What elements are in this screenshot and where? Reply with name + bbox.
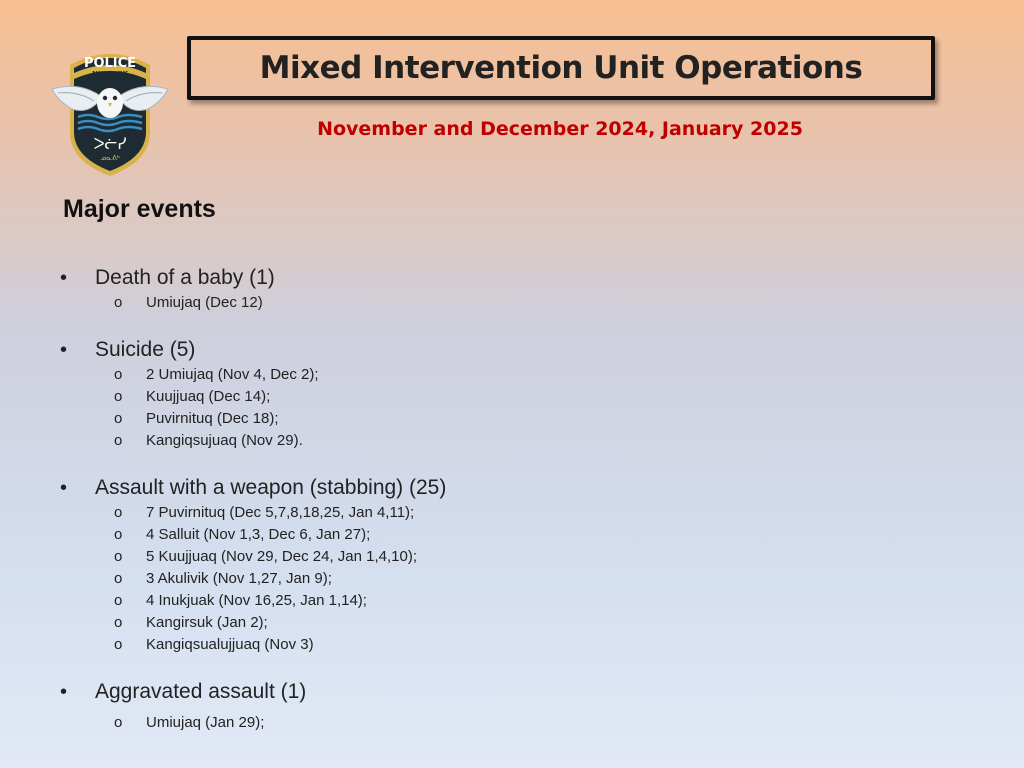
events-list	[60, 266, 960, 758]
title-box	[187, 36, 935, 100]
sub-marker: o	[114, 714, 123, 731]
bullet-marker: •	[60, 681, 68, 703]
event-detail: 4 Inukjuak (Nov 16,25, Jan 1,14);	[146, 592, 367, 609]
event-detail: 7 Puvirnituq (Dec 5,7,8,18,25, Jan 4,11);	[146, 504, 415, 521]
event-item	[60, 680, 960, 736]
bullet-marker: •	[60, 267, 68, 289]
event-item	[60, 338, 960, 454]
event-title: Death of a baby (1)	[95, 266, 275, 289]
sub-marker: o	[114, 570, 123, 587]
bullet-marker: •	[60, 339, 68, 361]
sub-marker: o	[114, 636, 123, 653]
event-item	[60, 266, 960, 316]
event-detail: 4 Salluit (Nov 1,3, Dec 6, Jan 27);	[146, 526, 371, 543]
sub-marker: o	[114, 526, 123, 543]
logo-small-syllabics-text: ᓄᓇᕕᒃ	[100, 154, 120, 162]
event-item	[60, 476, 960, 658]
bullet-marker: •	[60, 477, 68, 499]
section-heading: Major events	[63, 195, 216, 223]
sub-marker: o	[114, 614, 123, 631]
event-title: Assault with a weapon (stabbing) (25)	[95, 476, 447, 499]
sub-marker: o	[114, 432, 123, 449]
event-detail: Kangiqsujuaq (Nov 29).	[146, 432, 303, 449]
logo-syllabics-text: ᐳᓖᓯ	[93, 135, 127, 153]
logo-police-text: POLICE	[83, 56, 137, 71]
event-detail: Umiujaq (Dec 12)	[146, 294, 263, 311]
event-detail: Umiujaq (Jan 29);	[146, 714, 265, 731]
sub-marker: o	[114, 366, 123, 383]
event-detail: 5 Kuujjuaq (Nov 29, Dec 24, Jan 1,4,10);	[146, 548, 417, 565]
page-title: Mixed Intervention Unit Operations	[259, 50, 863, 86]
event-title: Aggravated assault (1)	[95, 680, 307, 703]
event-detail: 2 Umiujaq (Nov 4, Dec 2);	[146, 366, 319, 383]
event-detail: Kangirsuk (Jan 2);	[146, 614, 268, 631]
event-detail: Puvirnituq (Dec 18);	[146, 410, 279, 427]
sub-marker: o	[114, 410, 123, 427]
page-subtitle: November and December 2024, January 2025	[317, 118, 803, 140]
event-detail: 3 Akulivik (Nov 1,27, Jan 9);	[146, 570, 332, 587]
event-detail: Kuujjuaq (Dec 14);	[146, 388, 271, 405]
event-detail: Kangiqsualujjuaq (Nov 3)	[146, 636, 314, 653]
sub-marker: o	[114, 388, 123, 405]
logo-nunavik-text: NUNAVIK	[92, 70, 128, 78]
police-nunavik-logo	[50, 43, 170, 178]
sub-marker: o	[114, 504, 123, 521]
event-title: Suicide (5)	[95, 338, 196, 361]
sub-marker: o	[114, 592, 123, 609]
sub-marker: o	[114, 294, 123, 311]
sub-marker: o	[114, 548, 123, 565]
